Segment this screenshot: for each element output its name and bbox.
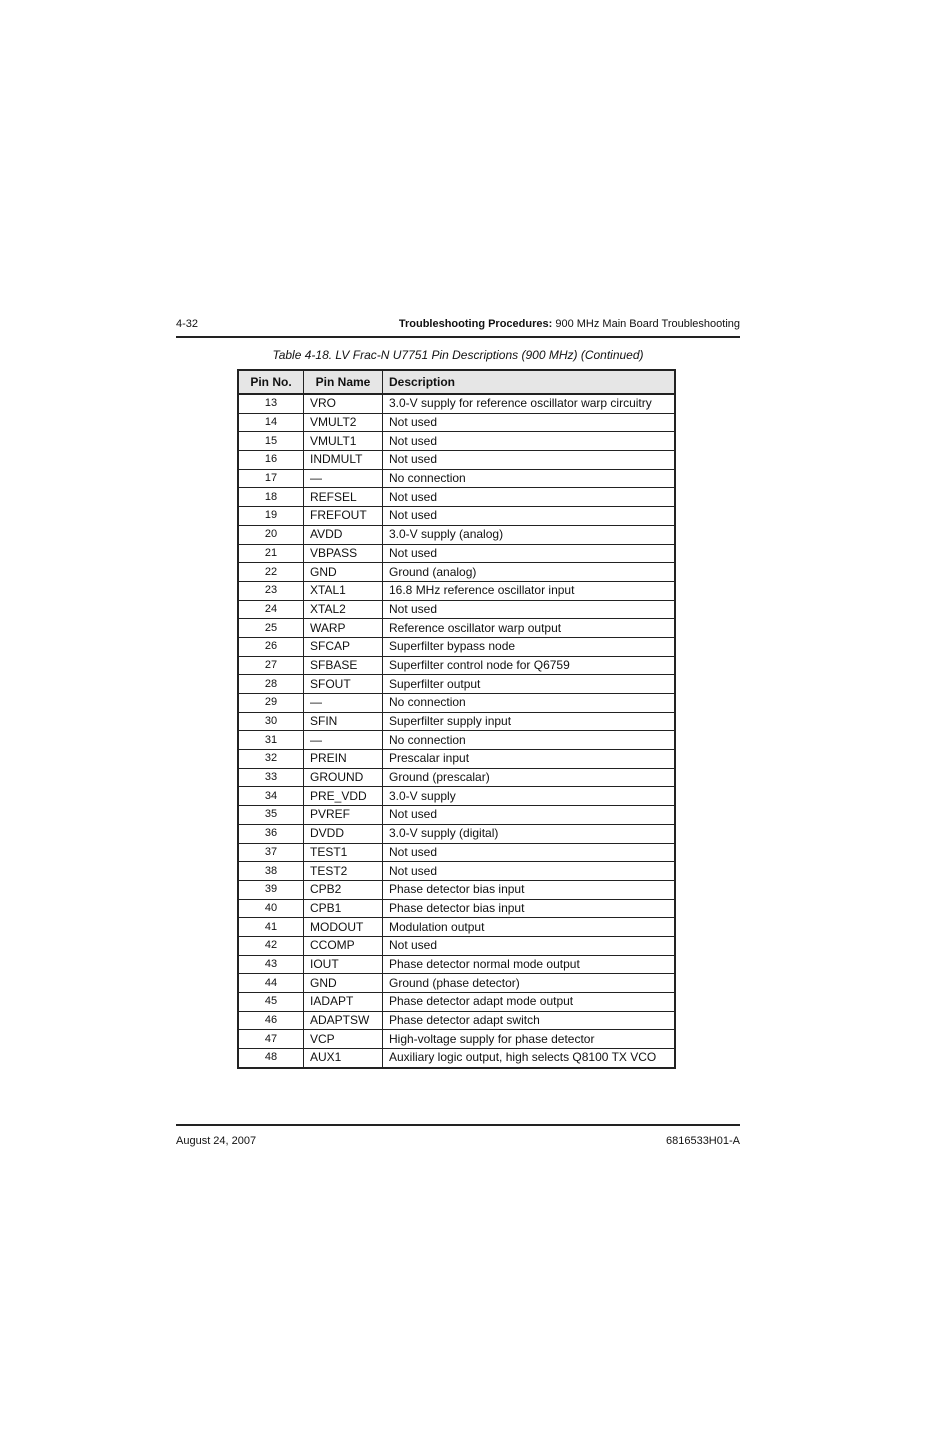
table-row <box>238 694 675 713</box>
cell-description: Not used <box>383 507 676 526</box>
cell-pin-no: 42 <box>238 936 304 955</box>
cell-pin-no: 13 <box>238 394 304 413</box>
cell-description: Phase detector bias input <box>383 880 676 899</box>
cell-pin-name: AUX1 <box>304 1049 383 1068</box>
table-row <box>238 1049 675 1068</box>
cell-description: Phase detector normal mode output <box>383 955 676 974</box>
cell-pin-name: IADAPT <box>304 993 383 1012</box>
cell-description: High-voltage supply for phase detector <box>383 1030 676 1049</box>
cell-description: Superfilter supply input <box>383 712 676 731</box>
cell-description: Not used <box>383 843 676 862</box>
cell-pin-no: 38 <box>238 862 304 881</box>
cell-pin-no: 17 <box>238 469 304 488</box>
cell-pin-name: INDMULT <box>304 451 383 470</box>
cell-description: Modulation output <box>383 918 676 937</box>
cell-pin-no: 27 <box>238 656 304 675</box>
cell-description: Not used <box>383 488 676 507</box>
cell-pin-no: 28 <box>238 675 304 694</box>
cell-pin-no: 41 <box>238 918 304 937</box>
table-row <box>238 413 675 432</box>
cell-pin-name: SFCAP <box>304 637 383 656</box>
header-pin-no: Pin No. <box>238 370 304 394</box>
cell-pin-name: XTAL2 <box>304 600 383 619</box>
cell-description: Phase detector bias input <box>383 899 676 918</box>
cell-pin-name: DVDD <box>304 824 383 843</box>
table-row <box>238 507 675 526</box>
cell-pin-name: CCOMP <box>304 936 383 955</box>
table-row <box>238 563 675 582</box>
table-row <box>238 544 675 563</box>
cell-pin-name: MODOUT <box>304 918 383 937</box>
cell-pin-no: 31 <box>238 731 304 750</box>
cell-pin-name: TEST1 <box>304 843 383 862</box>
cell-pin-name: VMULT1 <box>304 432 383 451</box>
table-row <box>238 862 675 881</box>
cell-pin-name: PVREF <box>304 806 383 825</box>
cell-description: Not used <box>383 544 676 563</box>
page-number: 4-32 <box>176 318 199 330</box>
cell-description: Reference oscillator warp output <box>383 619 676 638</box>
cell-pin-name: — <box>304 731 383 750</box>
cell-pin-name: SFIN <box>304 712 383 731</box>
cell-pin-name: REFSEL <box>304 488 383 507</box>
table-body <box>238 394 675 1068</box>
cell-description: No connection <box>383 694 676 713</box>
table-row <box>238 1030 675 1049</box>
pin-table <box>237 369 676 1069</box>
page-header <box>176 316 740 338</box>
table-row <box>238 712 675 731</box>
table-row <box>238 843 675 862</box>
table-row <box>238 488 675 507</box>
cell-pin-name: FREFOUT <box>304 507 383 526</box>
cell-pin-name: TEST2 <box>304 862 383 881</box>
table-row <box>238 918 675 937</box>
table-row <box>238 899 675 918</box>
cell-pin-name: CPB1 <box>304 899 383 918</box>
cell-pin-no: 23 <box>238 581 304 600</box>
cell-pin-no: 47 <box>238 1030 304 1049</box>
table-row <box>238 750 675 769</box>
table-row <box>238 768 675 787</box>
cell-pin-no: 30 <box>238 712 304 731</box>
table-row <box>238 394 675 413</box>
table-row <box>238 619 675 638</box>
cell-description: Not used <box>383 806 676 825</box>
cell-pin-no: 37 <box>238 843 304 862</box>
cell-pin-no: 19 <box>238 507 304 526</box>
cell-pin-name: — <box>304 694 383 713</box>
table-row <box>238 600 675 619</box>
table-row <box>238 880 675 899</box>
table-row <box>238 731 675 750</box>
cell-description: Ground (analog) <box>383 563 676 582</box>
table-row <box>238 824 675 843</box>
cell-pin-no: 36 <box>238 824 304 843</box>
footer-doc-number: 6816533H01-A <box>665 1135 740 1147</box>
cell-pin-no: 18 <box>238 488 304 507</box>
section-title-bold: Troubleshooting Procedures: <box>398 318 553 330</box>
cell-description: Not used <box>383 862 676 881</box>
cell-pin-no: 35 <box>238 806 304 825</box>
table-row <box>238 451 675 470</box>
cell-pin-name: PRE_VDD <box>304 787 383 806</box>
cell-description: 3.0-V supply (analog) <box>383 525 676 544</box>
cell-description: Auxiliary logic output, high selects Q8100 TX VCO <box>383 1049 676 1068</box>
cell-pin-no: 26 <box>238 637 304 656</box>
cell-description: 3.0-V supply (digital) <box>383 824 676 843</box>
table-row <box>238 1011 675 1030</box>
page-footer <box>176 1124 740 1146</box>
table-caption: Table 4-18. LV Frac-N U7751 Pin Descriptions (900 MHz) (Continued) <box>272 348 644 362</box>
cell-description: 3.0-V supply for reference oscillator warp circuitry <box>383 394 676 413</box>
cell-pin-name: GND <box>304 974 383 993</box>
cell-pin-name: WARP <box>304 619 383 638</box>
cell-description: Ground (prescalar) <box>383 768 676 787</box>
header-pin-name: Pin Name <box>304 370 383 394</box>
cell-pin-no: 22 <box>238 563 304 582</box>
cell-pin-no: 21 <box>238 544 304 563</box>
cell-description: Superfilter output <box>383 675 676 694</box>
table-row <box>238 806 675 825</box>
table-row <box>238 432 675 451</box>
cell-description: Not used <box>383 936 676 955</box>
table-row <box>238 993 675 1012</box>
cell-pin-no: 34 <box>238 787 304 806</box>
table-row <box>238 936 675 955</box>
table-row <box>238 525 675 544</box>
cell-pin-no: 29 <box>238 694 304 713</box>
section-title <box>399 318 740 330</box>
cell-pin-name: GROUND <box>304 768 383 787</box>
cell-pin-name: IOUT <box>304 955 383 974</box>
cell-description: Superfilter control node for Q6759 <box>383 656 676 675</box>
cell-pin-no: 46 <box>238 1011 304 1030</box>
cell-pin-name: PREIN <box>304 750 383 769</box>
cell-pin-no: 40 <box>238 899 304 918</box>
cell-description: No connection <box>383 469 676 488</box>
cell-description: Prescalar input <box>383 750 676 769</box>
cell-pin-no: 20 <box>238 525 304 544</box>
cell-pin-name: CPB2 <box>304 880 383 899</box>
cell-pin-name: GND <box>304 563 383 582</box>
cell-description: Phase detector adapt mode output <box>383 993 676 1012</box>
header-description: Description <box>383 370 676 394</box>
footer-date: August 24, 2007 <box>176 1135 257 1147</box>
cell-pin-name: SFOUT <box>304 675 383 694</box>
cell-pin-no: 45 <box>238 993 304 1012</box>
cell-pin-no: 48 <box>238 1049 304 1068</box>
cell-pin-no: 16 <box>238 451 304 470</box>
table-row <box>238 675 675 694</box>
table-header-row <box>238 370 675 394</box>
cell-pin-no: 43 <box>238 955 304 974</box>
cell-description: Phase detector adapt switch <box>383 1011 676 1030</box>
cell-description: 3.0-V supply <box>383 787 676 806</box>
cell-pin-name: ADAPTSW <box>304 1011 383 1030</box>
cell-pin-name: — <box>304 469 383 488</box>
cell-description: Not used <box>383 600 676 619</box>
cell-pin-no: 24 <box>238 600 304 619</box>
cell-pin-no: 32 <box>238 750 304 769</box>
cell-pin-no: 39 <box>238 880 304 899</box>
table-row <box>238 955 675 974</box>
cell-pin-name: XTAL1 <box>304 581 383 600</box>
table-row <box>238 974 675 993</box>
cell-description: 16.8 MHz reference oscillator input <box>383 581 676 600</box>
cell-pin-no: 25 <box>238 619 304 638</box>
table-row <box>238 637 675 656</box>
cell-pin-name: AVDD <box>304 525 383 544</box>
table-row <box>238 469 675 488</box>
cell-description: Not used <box>383 413 676 432</box>
cell-description: No connection <box>383 731 676 750</box>
cell-description: Superfilter bypass node <box>383 637 676 656</box>
cell-pin-no: 15 <box>238 432 304 451</box>
table-row <box>238 656 675 675</box>
cell-description: Not used <box>383 432 676 451</box>
cell-pin-no: 44 <box>238 974 304 993</box>
cell-description: Ground (phase detector) <box>383 974 676 993</box>
cell-pin-no: 33 <box>238 768 304 787</box>
table-row <box>238 581 675 600</box>
cell-pin-name: VRO <box>304 394 383 413</box>
cell-pin-name: VMULT2 <box>304 413 383 432</box>
section-title-rest: 900 MHz Main Board Troubleshooting <box>552 318 740 330</box>
cell-pin-name: SFBASE <box>304 656 383 675</box>
cell-description: Not used <box>383 451 676 470</box>
cell-pin-name: VCP <box>304 1030 383 1049</box>
cell-pin-no: 14 <box>238 413 304 432</box>
table-row <box>238 787 675 806</box>
cell-pin-name: VBPASS <box>304 544 383 563</box>
